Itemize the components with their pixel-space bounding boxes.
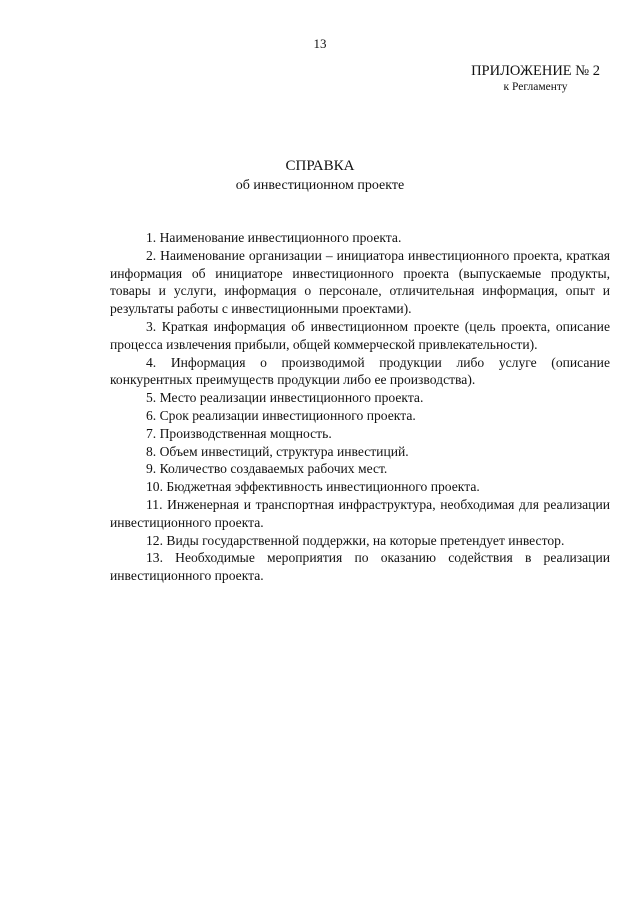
appendix-subtitle: к Регламенту [503,81,568,93]
item-list [110,229,610,585]
list-item: 9. Количество создаваемых рабочих мест. [146,461,388,477]
list-item: 8. Объем инвестиций, структура инвестиций. [146,443,409,459]
list-item: 2. Наименование организации – инициатора инвестиционного проекта, краткая информация об инициаторе инвестиционного проекта (выпускаемые продукты, товары и услуги, информация о персонале, отличительная информация, опыт и результаты работы с инвестиционными проектами). [110,247,610,317]
appendix-header [471,63,600,95]
list-item: 5. Место реализации инвестиционного проекта. [146,390,424,406]
list-item: 3. Краткая информация об инвестиционном проекте (цель проекта, описание процесса извлечения прибыли, общей коммерческой привлекательности). [110,318,610,352]
list-item: 13. Необходимые мероприятия по оказанию содействия в реализации инвестиционного проекта. [110,550,610,584]
list-item: 10. Бюджетная эффективность инвестиционного проекта. [146,479,480,495]
document-title: СПРАВКА [285,158,355,174]
appendix-title: ПРИЛОЖЕНИЕ № 2 [471,63,600,79]
list-item: 11. Инженерная и транспортная инфраструктура, необходимая для реализации инвестиционного проекта. [110,496,610,530]
page-number: 13 [313,36,327,51]
list-item: 6. Срок реализации инвестиционного проекта. [146,407,416,423]
list-item: 12. Виды государственной поддержки, на которые претендует инвестор. [146,532,565,548]
document-subtitle: об инвестиционном проекте [235,178,405,193]
list-item: 1. Наименование инвестиционного проекта. [146,230,402,245]
document-heading [0,156,640,196]
list-item: 4. Информация о производимой продукции либо услуге (описание конкурентных преимуществ продукции либо ее производства). [110,354,610,388]
list-item: 7. Производственная мощность. [146,425,332,441]
